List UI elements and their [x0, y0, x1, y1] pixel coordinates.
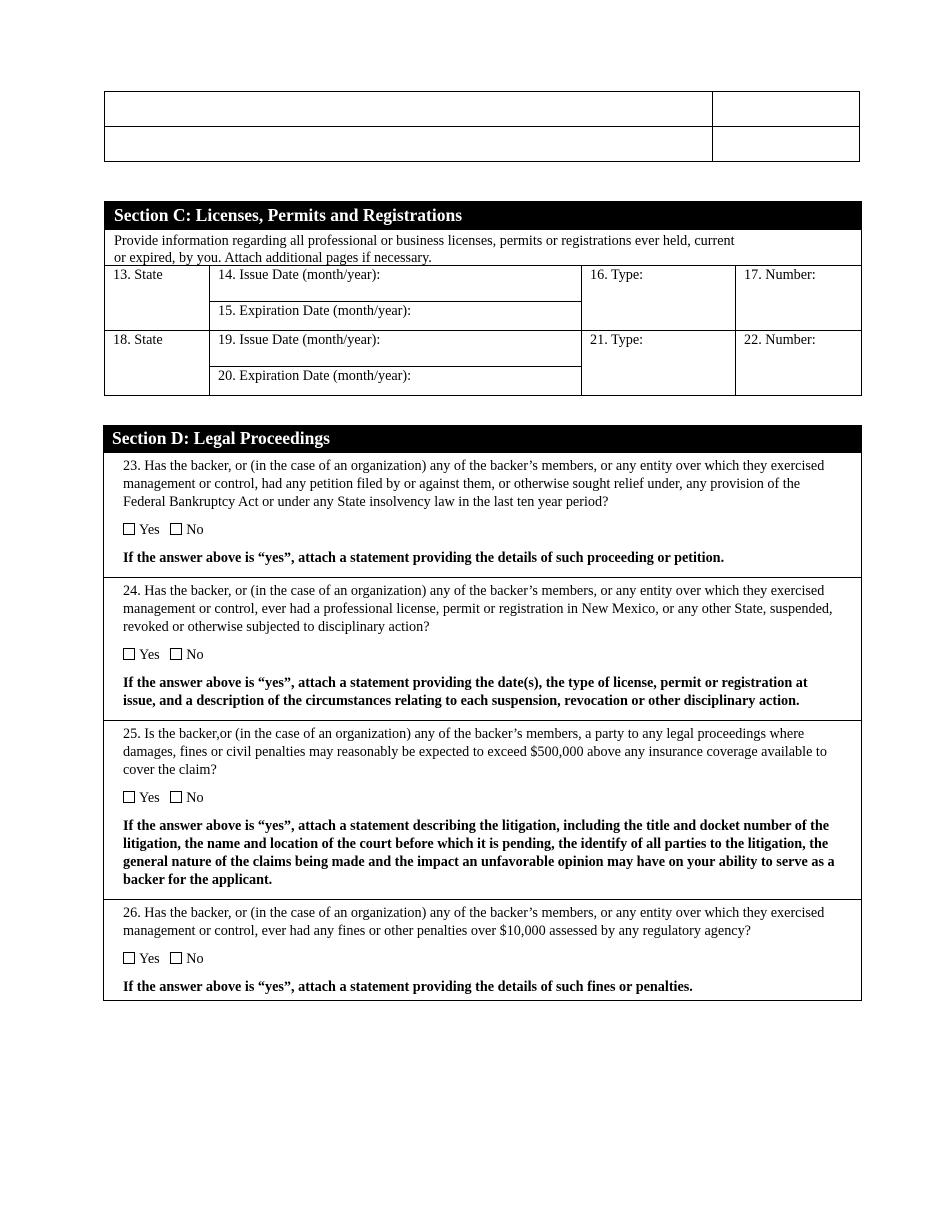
type-field[interactable]: 16. Type: — [582, 266, 736, 331]
yes-checkbox[interactable] — [123, 523, 135, 535]
yes-label: Yes — [139, 951, 160, 967]
no-label: No — [186, 522, 204, 538]
issue-date-field[interactable]: 14. Issue Date (month/year): — [210, 266, 582, 302]
no-checkbox[interactable] — [170, 523, 182, 535]
yes-checkbox[interactable] — [123, 952, 135, 964]
no-checkbox[interactable] — [170, 648, 182, 660]
question-23 — [104, 453, 861, 577]
yes-label: Yes — [139, 647, 160, 663]
section-d — [103, 425, 862, 1001]
yes-no-options — [123, 950, 841, 968]
yes-checkbox[interactable] — [123, 791, 135, 803]
state-field[interactable]: 18. State — [105, 331, 210, 396]
question-note: If the answer above is “yes”, attach a statement providing the date(s), the type of license, permit or registration at issue, and a description of the circumstances relating to each suspension, revocation or other disciplinary action. — [123, 675, 808, 709]
question-text: 25. Is the backer,or (in the case of an organization) any of the backer’s members, a party to any legal proceedings where damages, fines or civil penalties may reasonably be expected to exceed $500,000 above any insurance coverage available to cover the claim? — [123, 726, 827, 778]
section-d-title: Section D: Legal Proceedings — [103, 425, 862, 453]
yes-label: Yes — [139, 790, 160, 806]
state-field[interactable]: 13. State — [105, 266, 210, 331]
section-c — [104, 201, 862, 396]
question-note: If the answer above is “yes”, attach a statement providing the details of such fines or penalties. — [123, 979, 693, 995]
intro-line: Provide information regarding all professional or business licenses, permits or registrations ever held, current — [114, 233, 735, 249]
blank-cell[interactable] — [713, 127, 860, 162]
question-text: 24. Has the backer, or (in the case of an organization) any of the backer’s members, or any entity over which they exercised management or control, ever had a professional license, permit or registration in New Mexico, or any other State, suspended, revoked or otherwise subjected to disciplinary action? — [123, 583, 833, 635]
intro-line: or expired, by you. Attach additional pages if necessary. — [114, 250, 432, 266]
expiration-date-field[interactable]: 20. Expiration Date (month/year): — [210, 367, 582, 396]
yes-no-options — [123, 789, 841, 807]
number-field[interactable]: 17. Number: — [744, 267, 816, 283]
no-label: No — [186, 790, 204, 806]
yes-no-options — [123, 521, 841, 539]
type-field[interactable]: 21. Type: — [582, 331, 736, 396]
question-note: If the answer above is “yes”, attach a statement providing the details of such proceeding or petition. — [123, 550, 725, 566]
blank-cell[interactable] — [713, 92, 860, 127]
top-blank-table — [104, 91, 860, 162]
yes-label: Yes — [139, 522, 160, 538]
blank-cell[interactable] — [105, 92, 713, 127]
yes-checkbox[interactable] — [123, 648, 135, 660]
no-label: No — [186, 951, 204, 967]
issue-date-field[interactable]: 19. Issue Date (month/year): — [210, 331, 582, 367]
no-label: No — [186, 647, 204, 663]
no-checkbox[interactable] — [170, 952, 182, 964]
blank-cell[interactable] — [105, 127, 713, 162]
question-note: If the answer above is “yes”, attach a statement describing the litigation, including the title and docket number of the litigation, the name and location of the court before which it is pending, the identify of all parties to the litigation, the general nature of the claims being made and the impact an unfavorable opinion may have on your ability to serve as a backer for the applicant. — [123, 818, 835, 888]
question-text: 26. Has the backer, or (in the case of an organization) any of the backer’s members, or any entity over which they exercised management or control, ever had any fines or other penalties over $10,000 assessed by any regulatory agency? — [123, 905, 825, 939]
no-checkbox[interactable] — [170, 791, 182, 803]
section-c-intro — [105, 230, 861, 266]
section-c-title: Section C: Licenses, Permits and Registrations — [105, 202, 861, 230]
expiration-date-field[interactable]: 15. Expiration Date (month/year): — [210, 302, 582, 331]
yes-no-options — [123, 646, 841, 664]
number-field[interactable]: 22. Number: — [736, 331, 862, 396]
license-table — [105, 266, 861, 395]
question-25 — [104, 720, 861, 899]
question-26 — [104, 899, 861, 1000]
question-text: 23. Has the backer, or (in the case of an organization) any of the backer’s members, or any entity over which they exercised management or control, had any petition filed by or against them, or otherwise sought relief under, any provision of the Federal Bankruptcy Act or under any State insolvency law in the last ten year period? — [123, 458, 825, 510]
question-24 — [104, 577, 861, 720]
